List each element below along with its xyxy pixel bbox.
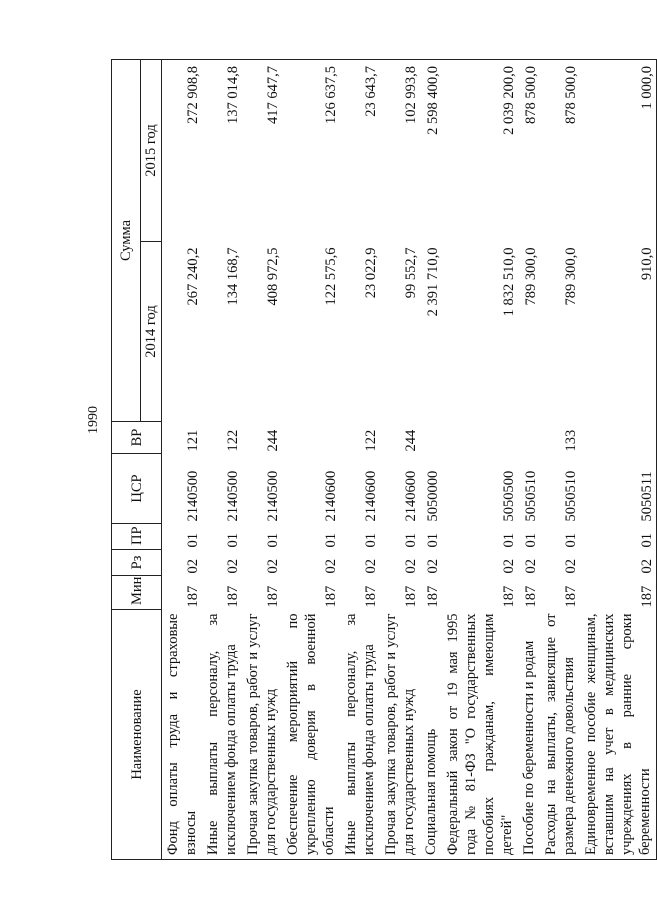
row-2014: 99 552,7	[403, 247, 419, 299]
row-2014: 789 300,0	[563, 247, 579, 306]
row-min: 187	[580, 576, 657, 610]
page-number: 1990	[86, 406, 101, 434]
row-vr: 121	[185, 429, 201, 452]
row-pr: 01	[523, 533, 539, 548]
row-rz: 02	[523, 559, 539, 574]
row-vr: 122	[363, 429, 379, 452]
row-2015: 137 014,8	[202, 60, 242, 242]
row-pr: 01	[563, 533, 579, 548]
row-csr: 2140600	[363, 470, 379, 522]
row-rz: 02	[563, 559, 579, 574]
row-name: Прочая закупка товаров, работ и услуг для государственных нужд	[242, 610, 282, 860]
row-rz: 02	[225, 559, 241, 574]
row-name: Социальная помощь	[420, 610, 442, 860]
row-csr: 5050000	[425, 470, 441, 522]
row-pr: 01	[580, 524, 657, 550]
header-name: Наименование	[112, 610, 162, 860]
row-name: Обеспечение мероприятий по укреплению доверия в военной области	[282, 610, 340, 860]
table-row	[420, 60, 442, 860]
row-vr	[580, 422, 657, 454]
row-csr: 2140600	[403, 470, 419, 522]
header-year-2014: 2014 год	[141, 242, 162, 422]
row-2015: 23 643,7	[340, 60, 380, 242]
row-vr: 133	[563, 429, 579, 452]
row-rz: 02	[501, 559, 517, 574]
row-min: 187	[403, 585, 419, 608]
table-row	[380, 60, 420, 860]
budget-table	[111, 59, 657, 860]
row-csr: 5050500	[501, 470, 517, 522]
row-min: 187	[363, 585, 379, 608]
row-vr	[442, 422, 518, 454]
row-2014: 2 391 710,0	[425, 247, 441, 317]
header-vr: ВР	[112, 422, 162, 454]
row-2015: 272 908,8	[162, 60, 203, 242]
row-2015: 126 637,5	[282, 60, 340, 242]
table-row	[442, 60, 518, 860]
row-csr: 5050510	[523, 470, 539, 522]
row-name: Прочая закупка товаров, работ и услуг для государственных нужд	[380, 610, 420, 860]
row-name: Федеральный закон от 19 мая 1995 года № 81-ФЗ "О государственных пособиях гражданам, имеющим детей"	[442, 610, 518, 860]
header-min: Мин	[112, 576, 162, 610]
row-vr: 244	[403, 429, 419, 452]
header-csr: ЦСР	[112, 454, 162, 524]
row-csr: 5050510	[563, 470, 579, 522]
row-2015: 417 647,7	[242, 60, 282, 242]
row-2015: 878 500,0	[540, 60, 580, 242]
table-row	[580, 60, 657, 860]
row-csr: 2140500	[265, 470, 281, 522]
table-row	[340, 60, 380, 860]
row-pr: 01	[323, 533, 339, 548]
row-2014: 122 575,6	[323, 247, 339, 306]
row-csr: 2140500	[225, 470, 241, 522]
row-2014: 23 022,9	[363, 247, 379, 299]
row-min: 187	[523, 585, 539, 608]
row-2014: 789 300,0	[523, 247, 539, 306]
row-min: 187	[563, 585, 579, 608]
row-2015: 102 993,8	[380, 60, 420, 242]
row-vr	[420, 422, 442, 454]
row-2015: 1 000,0	[580, 60, 657, 242]
row-vr	[518, 422, 540, 454]
row-rz: 02	[185, 559, 201, 574]
table-row	[202, 60, 242, 860]
header-year-2015: 2015 год	[141, 60, 162, 242]
table-row	[282, 60, 340, 860]
row-vr: 122	[225, 429, 241, 452]
row-rz: 02	[580, 550, 657, 576]
row-2014: 267 240,2	[185, 247, 201, 306]
header-row	[112, 60, 141, 860]
row-min: 187	[323, 585, 339, 608]
header-sum: Сумма	[112, 60, 141, 422]
row-2014: 408 972,5	[265, 247, 281, 306]
row-name: Иные выплаты персоналу, за исключением фонда оплаты труда	[202, 610, 242, 860]
row-pr: 01	[185, 533, 201, 548]
table-row	[540, 60, 580, 860]
row-pr: 01	[403, 533, 419, 548]
row-csr: 5050511	[580, 454, 657, 524]
table-row	[518, 60, 540, 860]
table-row	[242, 60, 282, 860]
row-2014: 1 832 510,0	[501, 247, 517, 317]
row-min: 187	[265, 585, 281, 608]
row-vr	[282, 422, 340, 454]
row-min: 187	[501, 585, 517, 608]
row-pr: 01	[265, 533, 281, 548]
row-rz: 02	[265, 559, 281, 574]
row-name: Единовременное пособие женщинам, вставшим на учет в медицинских учреждениях в ранние сроки беременности	[580, 610, 657, 860]
row-pr: 01	[363, 533, 379, 548]
header-pr: ПР	[112, 524, 162, 550]
row-2015: 2 598 400,0	[420, 60, 442, 242]
row-min: 187	[225, 585, 241, 608]
row-min: 187	[425, 585, 441, 608]
row-csr: 2140500	[185, 470, 201, 522]
row-min: 187	[185, 585, 201, 608]
row-name: Расходы на выплаты, зависящие от размера денежного довольствия	[540, 610, 580, 860]
row-2015: 878 500,0	[518, 60, 540, 242]
row-rz: 02	[323, 559, 339, 574]
row-pr: 01	[501, 533, 517, 548]
row-name: Фонд оплаты труда и страховые взносы	[162, 610, 203, 860]
row-rz: 02	[363, 559, 379, 574]
row-rz: 02	[425, 559, 441, 574]
row-csr: 2140600	[323, 470, 339, 522]
row-vr: 244	[265, 429, 281, 452]
table-row	[162, 60, 203, 860]
row-name: Иные выплаты персоналу, за исключением фонда оплаты труда	[340, 610, 380, 860]
row-pr: 01	[425, 533, 441, 548]
rotated-table-container	[111, 60, 655, 860]
row-rz: 02	[403, 559, 419, 574]
row-2015: 2 039 200,0	[442, 60, 518, 242]
row-2014: 910,0	[580, 242, 657, 422]
row-name: Пособие по беременности и родам	[518, 610, 540, 860]
row-pr: 01	[225, 533, 241, 548]
header-rz: Рз	[112, 550, 162, 576]
row-2014: 134 168,7	[225, 247, 241, 306]
